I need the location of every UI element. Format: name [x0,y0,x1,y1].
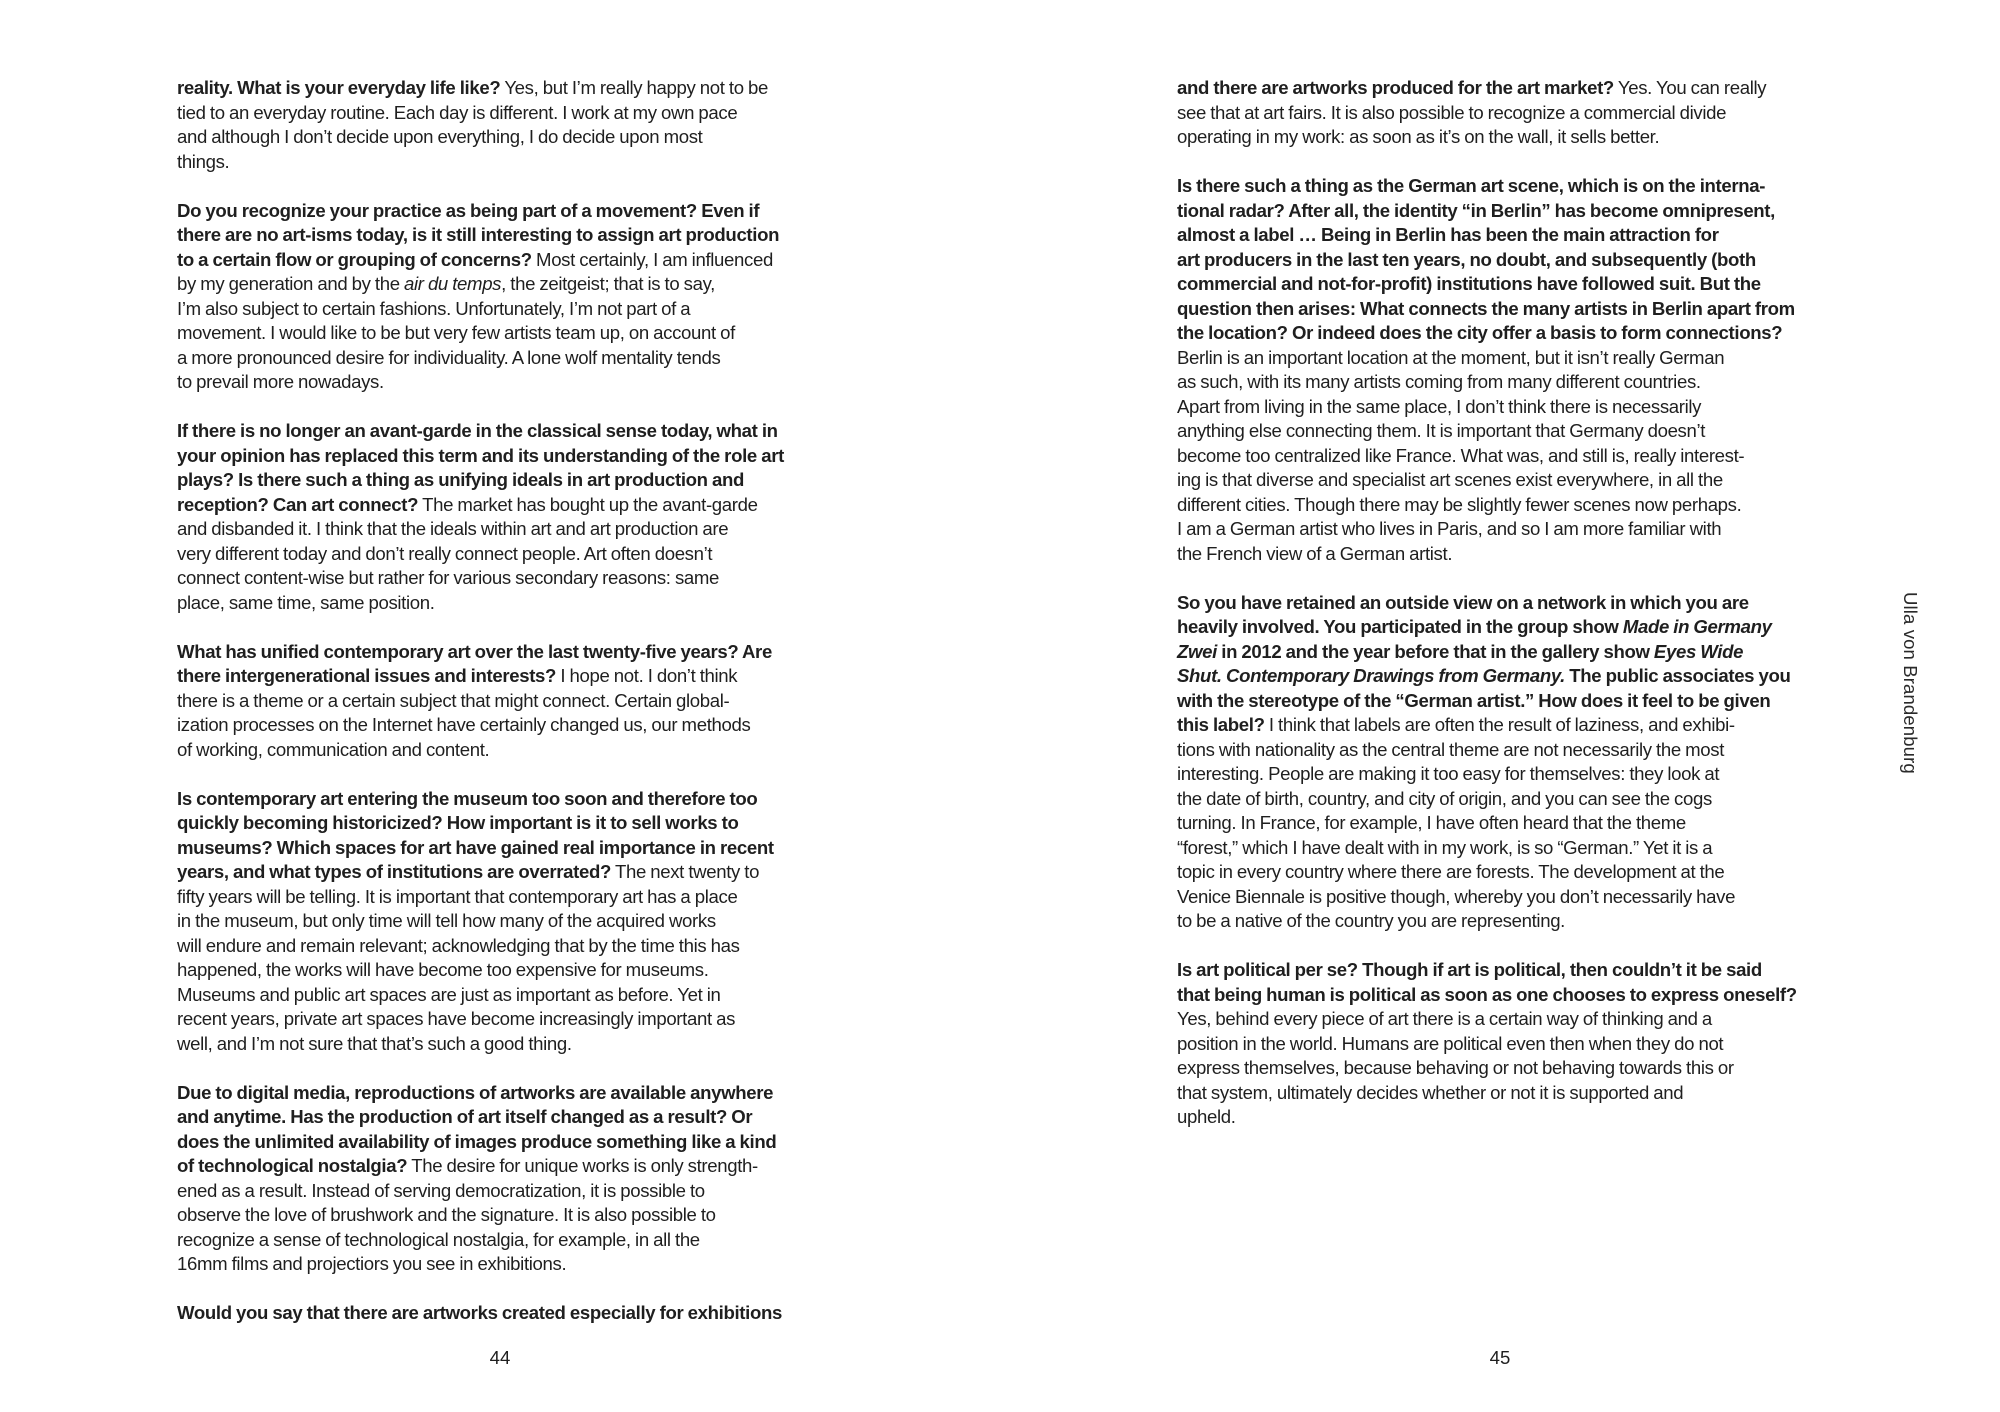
paragraph [1177,958,1837,1130]
question-text: Due to digital media, reproductions of artworks are available anywhere [177,1081,774,1103]
paragraph [1177,76,1837,150]
answer-text: Yes. You can really [1613,77,1767,98]
text-line [177,1007,837,1032]
question-text: Is art political per se? Though if art is political, then couldn’t it be said [1177,959,1762,980]
question-text: the location? Or indeed does the city offer a basis to form connections? [1177,322,1783,343]
answer-text: operating in my work: as soon as it’s on the wall, it sells better. [1177,126,1660,147]
answer-text: place, same time, same position. [177,591,435,613]
question-text: in 2012 and the year before that in the gallery show [1216,640,1654,662]
answer-text: in the museum, but only time will tell how many of the acquired works [177,910,716,931]
text-line [177,272,837,297]
answer-text: by my generation and by the [177,273,405,294]
text-line [1177,909,1837,934]
text-line [1177,199,1837,224]
answer-text: , the zeitgeist; that is to say, [501,273,715,294]
answer-text: Museums and public art spaces are just as important as before. Yet in [177,983,721,1005]
answer-text: ened as a result. Instead of serving democratization, it is possible to [177,1179,705,1201]
text-column [177,76,837,1350]
question-text: and there are artworks produced for the art market? [1177,77,1614,98]
question-text: does the unlimited availability of images produce something like a kind [177,1130,777,1152]
answer-text: tied to an everyday routine. Each day is different. I work at my own pace [177,101,738,123]
answer-text: connect content-wise but rather for various secondary reasons: same [177,567,720,588]
text-line [1177,640,1837,665]
answer-text: Most certainly, I am influenced [531,248,773,270]
text-line [1177,1032,1837,1057]
text-line [177,787,837,812]
text-line [177,689,837,714]
question-text: to a certain flow or grouping of concerns? [177,248,532,270]
question-text: almost a label … Being in Berlin has been the main attraction for [1177,224,1719,245]
text-line [1177,738,1837,763]
text-line [1177,174,1837,199]
question-text: reception? Can art connect? [177,493,419,515]
text-column [1177,76,1837,1154]
paragraph [1177,591,1837,934]
text-line [1177,395,1837,420]
text-line [1177,346,1837,371]
text-line [1177,297,1837,322]
answer-text: fifty years will be telling. It is important that contemporary art has a place [177,885,738,907]
text-line [177,1301,837,1326]
paragraph [177,640,837,763]
answer-text: the date of birth, country, and city of origin, and you can see the cogs [1177,787,1712,809]
text-line [177,640,837,665]
text-line [1177,591,1837,616]
text-line [177,1105,837,1130]
question-text: that being human is political as soon as one chooses to express oneself? [1177,983,1797,1005]
text-line [1177,493,1837,518]
answer-text: interesting. People are making it too easy for themselves: they look at [1177,763,1720,784]
text-line [177,321,837,346]
answer-text: and although I don’t decide upon everything, I do decide upon most [177,126,703,147]
question-text: plays? Is there such a thing as unifying ideals in art production and [177,469,745,490]
answer-text: anything else connecting them. It is important that Germany doesn’t [1177,420,1706,441]
text-line [177,1203,837,1228]
question-text: reality. What is your everyday life like? [177,77,501,98]
answer-text: of working, communication and content. [177,738,490,760]
text-line [1177,1081,1837,1106]
answer-text: position in the world. Humans are political even then when they do not [1177,1032,1724,1054]
text-line [1177,836,1837,861]
text-line [177,811,837,836]
text-line [177,517,837,542]
paragraph [177,419,837,615]
text-line [177,444,837,469]
text-line [177,591,837,616]
answer-text: that system, ultimately decides whether or not it is supported and [1177,1081,1684,1103]
answer-text: upheld. [1177,1106,1236,1127]
paragraph [177,76,837,174]
answer-text: will endure and remain relevant; acknowledging that by the time this has [177,934,740,956]
answer-text: I am a German artist who lives in Paris, and so I am more familiar with [1177,518,1722,539]
question-text: Would you say that there are artworks created especially for exhibitions [177,1302,782,1323]
question-text: of technological nostalgia? [177,1155,408,1176]
text-line [177,370,837,395]
question-text: art producers in the last ten years, no doubt, and subsequently (both [1177,248,1756,270]
text-line [1177,958,1837,983]
question-text: The public associates you [1564,665,1791,686]
text-line [1177,223,1837,248]
question-text: museums? Which spaces for art have gained real importance in recent [177,836,774,858]
answer-text: to prevail more nowadays. [177,371,384,392]
text-line [177,1081,837,1106]
running-head-text: Ulla von Brandenburg [1900,592,1921,774]
question-text: Shut. Contemporary Drawings from Germany. [1177,665,1565,686]
text-line [1177,468,1837,493]
answer-text: and disbanded it. I think that the ideals within art and art production are [177,518,729,539]
text-line [177,493,837,518]
answer-text: “forest,” which I have dealt with in my work, is so “German.” Yet it is a [1177,836,1713,858]
text-line [1177,1056,1837,1081]
text-line [1177,370,1837,395]
answer-text: observe the love of brushwork and the signature. It is also possible to [177,1204,716,1225]
answer-text: The next twenty to [610,861,760,882]
question-text: commercial and not-for-profit) institutions have followed suit. But the [1177,273,1761,294]
paragraph [177,1081,837,1277]
text-line [1177,860,1837,885]
answer-text: tions with nationality as the central theme are not necessarily the most [1177,738,1725,760]
question-text: question then arises: What connects the many artists in Berlin apart from [1177,297,1795,319]
answer-text: The desire for unique works is only strength- [407,1155,758,1176]
text-line [1177,76,1837,101]
text-line [1177,444,1837,469]
text-line [177,713,837,738]
answer-text: as such, with its many artists coming from many different countries. [1177,371,1701,392]
text-line [1177,272,1837,297]
paragraph [177,787,837,1057]
text-line [177,1252,837,1277]
answer-text: see that at art fairs. It is also possible to recognize a commercial divide [1177,101,1727,123]
answer-text: recognize a sense of technological nostalgia, for example, in all the [177,1228,700,1250]
text-line [1177,321,1837,346]
page-right [1000,0,2000,1412]
text-line [177,836,837,861]
text-line [177,223,837,248]
answer-text: express themselves, because behaving or not behaving towards this or [1177,1057,1734,1078]
text-line [177,934,837,959]
paragraph [177,199,837,395]
question-text: What has unified contemporary art over the last twenty-five years? Are [177,640,772,662]
text-line [177,885,837,910]
question-text: Is there such a thing as the German art scene, which is on the interna- [1177,175,1766,196]
text-line [1177,885,1837,910]
answer-text: Apart from living in the same place, I don’t think there is necessarily [1177,395,1702,417]
text-line [1177,125,1837,150]
text-line [177,909,837,934]
text-line [1177,664,1837,689]
text-line [177,1032,837,1057]
answer-text: I think that labels are often the result of laziness, and exhibi- [1264,714,1735,735]
text-line [177,1179,837,1204]
text-line [177,297,837,322]
text-line [1177,1007,1837,1032]
text-line [177,346,837,371]
text-line [1177,542,1837,567]
text-line [177,468,837,493]
question-text: this label? [1177,714,1265,735]
question-text: heavily involved. You participated in the group show [1177,616,1623,637]
text-line [1177,983,1837,1008]
page-number: 44 [489,1347,511,1368]
text-line [1177,615,1837,640]
answer-text: there is a theme or a certain subject that might connect. Certain global- [177,689,730,711]
text-line [177,101,837,126]
answer-text: ing is that diverse and specialist art scenes exist everywhere, in all the [1177,469,1723,490]
text-line [177,542,837,567]
text-line [1177,101,1837,126]
text-line [1177,1105,1837,1130]
question-text: If there is no longer an avant-garde in the classical sense today, what in [177,420,778,441]
text-line [1177,762,1837,787]
answer-text: turning. In France, for example, I have often heard that the theme [1177,812,1686,833]
text-line [177,664,837,689]
answer-text: ization processes on the Internet have certainly changed us, our methods [177,714,751,735]
answer-text: the French view of a German artist. [1177,542,1453,564]
answer-text: things. [177,150,230,172]
text-line [177,419,837,444]
question-text: with the stereotype of the “German artist.” How does it feel to be given [1177,689,1771,711]
question-text: air du temps [404,273,502,294]
text-line [1177,517,1837,542]
answer-text: different cities. Though there may be slightly fewer scenes now perhaps. [1177,493,1742,515]
question-text: tional radar? After all, the identity “in Berlin” has become omnipresent, [1177,199,1775,221]
paragraph [177,1301,837,1326]
answer-text: Venice Biennale is positive though, whereby you don’t necessarily have [1177,885,1736,907]
answer-text: to be a native of the country you are representing. [1177,910,1566,931]
text-line [177,1154,837,1179]
answer-text: recent years, private art spaces have become increasingly important as [177,1008,736,1029]
text-line [177,983,837,1008]
answer-text: very different today and don’t really connect people. Art often doesn’t [177,542,713,564]
text-line [177,566,837,591]
text-line [177,125,837,150]
answer-text: happened, the works will have become too expensive for museums. [177,959,709,980]
question-text: Is contemporary art entering the museum too soon and therefore too [177,787,758,809]
text-line [177,738,837,763]
text-line [177,958,837,983]
answer-text: topic in every country where there are forests. The development at the [1177,861,1725,882]
question-text: there intergenerational issues and interests? [177,665,557,686]
text-line [1177,248,1837,273]
question-text: there are no art-isms today, is it still interesting to assign art production [177,224,780,245]
paragraph [1177,174,1837,566]
question-text: Zwei [1177,640,1217,662]
question-text: Do you recognize your practice as being part of a movement? Even if [177,199,760,221]
page-number: 45 [1489,1347,1511,1368]
question-text: years, and what types of institutions are overrated? [177,861,611,882]
question-text: quickly becoming historicized? How important is it to sell works to [177,812,739,833]
text-line [1177,787,1837,812]
answer-text: 16mm films and projectiors you see in exhibitions. [177,1253,567,1274]
text-line [177,248,837,273]
text-line [1177,419,1837,444]
text-line [177,76,837,101]
answer-text: a more pronounced desire for individuality. A lone wolf mentality tends [177,346,721,368]
answer-text: movement. I would like to be but very few artists team up, on account of [177,322,735,343]
text-line [177,150,837,175]
text-line [1177,713,1837,738]
answer-text: Yes, but I’m really happy not to be [500,77,768,98]
text-line [1177,811,1837,836]
text-line [177,199,837,224]
answer-text: Berlin is an important location at the moment, but it isn’t really German [1177,346,1725,368]
question-text: and anytime. Has the production of art itself changed as a result? Or [177,1106,753,1127]
answer-text: become too centralized like France. What was, and still is, really interest- [1177,444,1745,466]
question-text: Eyes Wide [1653,640,1744,662]
answer-text: well, and I’m not sure that that’s such a good thing. [177,1032,572,1054]
question-text: Made in Germany [1622,616,1772,637]
answer-text: Yes, behind every piece of art there is a certain way of thinking and a [1177,1008,1712,1029]
answer-text: I’m also subject to certain fashions. Unfortunately, I’m not part of a [177,297,691,319]
answer-text: The market has bought up the avant-garde [418,493,758,515]
question-text: So you have retained an outside view on a network in which you are [1177,591,1749,613]
answer-text: I hope not. I don’t think [556,665,738,686]
text-line [177,860,837,885]
text-line [1177,689,1837,714]
question-text: your opinion has replaced this term and its understanding of the role art [177,444,784,466]
text-line [177,1228,837,1253]
text-line [177,1130,837,1155]
